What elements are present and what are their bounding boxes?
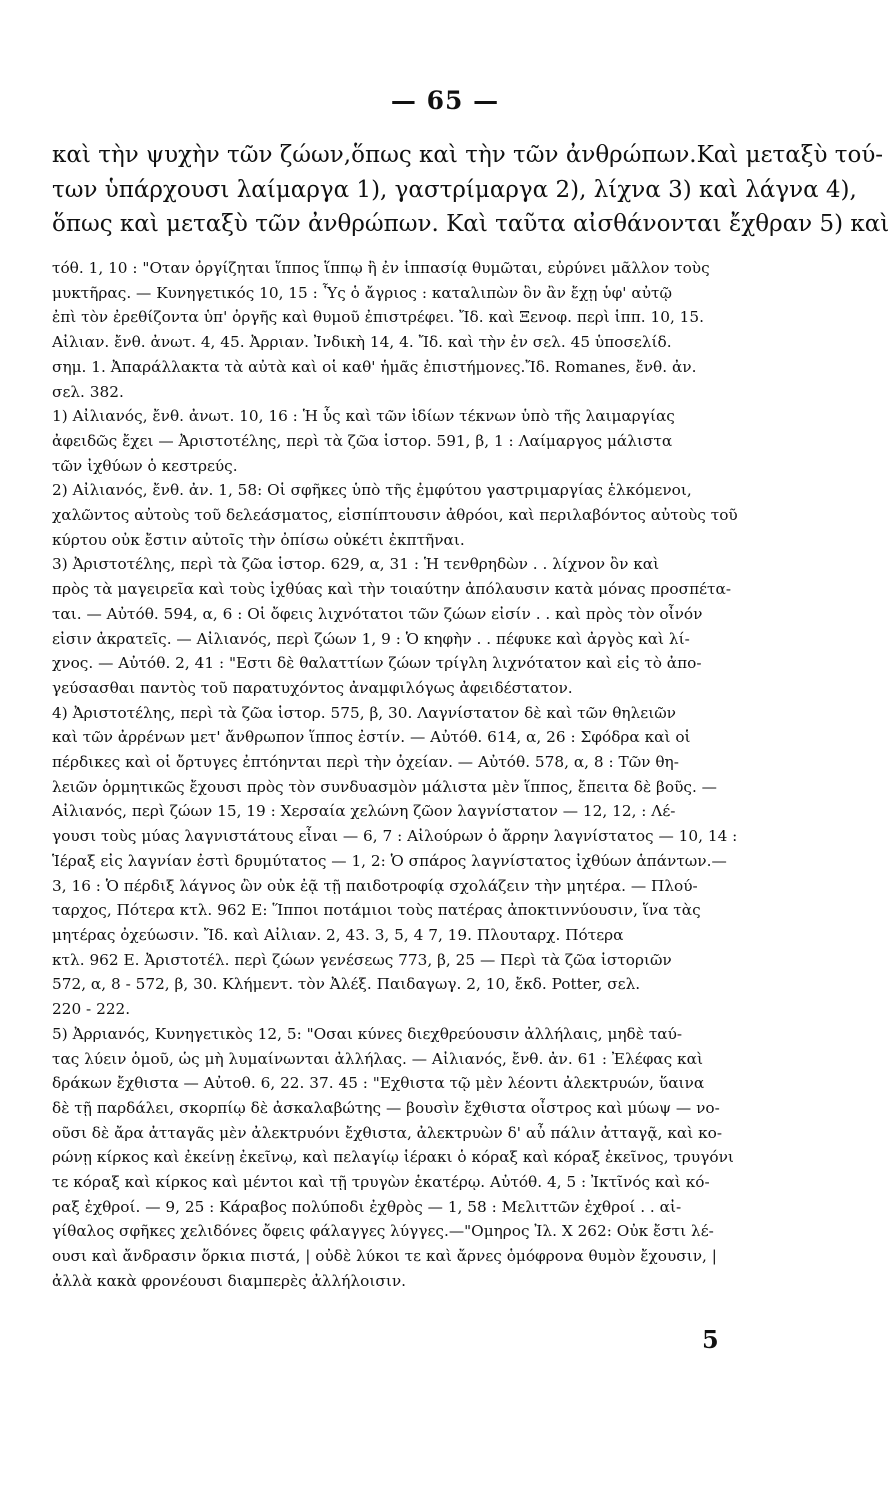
footnote-line: τόθ. 1, 10 : "Οταν ὀργίζηται ἵππος ἵππῳ ἢ ἐν ἱππασίᾳ θυμῶται, εὐρύνει μᾶλλον τοὺς bbox=[52, 259, 710, 277]
footnote-line: Αἰλιανός, περὶ ζώων 15, 19 : Χερσαία χελώνη ζῶον λαγνίστατον — 12, 12, : Λέ- bbox=[52, 802, 676, 821]
footnote-line: τε κόραξ καὶ κίρκος καὶ μέντοι καὶ τῇ τρυγὼν ἑκατέρῳ. Αὐτόθ. 4, 5 : Ἰκτῖνός καὶ κό- bbox=[52, 1173, 710, 1192]
footnote-line: 3, 16 : Ὁ πέρδιξ λάγνος ὢν οὐκ ἐᾷ τῇ παιδοτροφίᾳ σχολάζειν τὴν μητέρα. — Πλού- bbox=[52, 876, 698, 895]
footnote-line: 1) Αἰλιανός, ἔνθ. ἀνωτ. 10, 16 : Ἡ ὗς καὶ τῶν ἰδίων τέκνων ὑπὸ τῆς λαιμαργίας bbox=[52, 407, 675, 426]
footnote-line: μητέρας ὀχεύωσιν. Ἴδ. καὶ Αἰλιαν. 2, 43. 3, 5, 4 7, 19. Πλουταρχ. Πότερα bbox=[52, 925, 624, 944]
footnote-line: καὶ τῶν ἀρρένων μετ' ἄνθρωπον ἵππος ἐστίν. — Αὐτόθ. 614, α, 26 : Σφόδρα καὶ οἱ bbox=[52, 728, 691, 747]
footnote-line: ταρχος, Πότερα κτλ. 962 Ε: Ἵπποι ποτάμιοι τοὺς πατέρας ἀποκτιννύουσιν, ἵνα τὰς bbox=[52, 901, 701, 920]
footnote-line: 5) Ἀρριανός, Κυνηγετικὸς 12, 5: "Οσαι κύνες διεχθρεύουσιν ἀλλήλαις, μηδὲ ταύ- bbox=[52, 1024, 683, 1043]
footnote-line: ἐπὶ τὸν ἐρεθίζοντα ὑπ' ὀργῆς καὶ θυμοῦ ἐπιστρέφει. Ἴδ. καὶ Ξενοφ. περὶ ἱππ. 10, 15. bbox=[52, 308, 704, 327]
footnote-line: ουσι καὶ ἄνδρασιν ὅρκια πιστά, | οὐδὲ λύκοι τε καὶ ἄρνες ὁμόφρονα θυμὸν ἔχουσιν, | bbox=[52, 1247, 717, 1266]
footnote-line: σελ. 382. bbox=[52, 382, 124, 401]
footnote-line: οῦσι δὲ ἄρα ἀτταγᾶς μὲν ἀλεκτρυόνι ἔχθιστα, ἀλεκτρυὼν δ' αὖ πάλιν ἀτταγᾷ, καὶ κο- bbox=[52, 1123, 723, 1142]
page-number: — 65 — bbox=[390, 86, 500, 115]
footnote-line: γουσι τοὺς μύας λαγνιστάτους εἶναι — 6, 7 : Αἰλούρων ὁ ἄρρην λαγνίστατος — 10, 14 : bbox=[52, 827, 738, 846]
main-text bbox=[52, 138, 890, 242]
footnote-line: ἀλλὰ κακὰ φρονέουσι διαμπερὲς ἀλλήλοισιν. bbox=[52, 1271, 406, 1290]
footnote-line: δράκων ἔχθιστα — Αὐτοθ. 6, 22. 37. 45 : "Εχθιστα τῷ μὲν λέοντι ἀλεκτρυών, ὕαινα bbox=[52, 1074, 705, 1093]
main-text-line: ὅπως καὶ μεταξὺ τῶν ἀνθρώπων. Καὶ ταῦτα αἰσθάνονται ἔχθραν 5) καὶ bbox=[52, 211, 890, 237]
main-text-line: των ὑπάρχουσι λαίμαργα 1), γαστρίμαργα 2), λίχνα 3) καὶ λάγνα 4), bbox=[52, 176, 857, 203]
footnote-line: Αἰλιαν. ἔνθ. ἀνωτ. 4, 45. Ἀρριαν. Ἰνδικὴ 14, 4. Ἴδ. καὶ τὴν ἐν σελ. 45 ὑποσελίδ. bbox=[52, 333, 672, 352]
footnote-line: σημ. 1. Ἀπαράλλακτα τὰ αὐτὰ καὶ οἱ καθ' ἡμᾶς ἐπιστήμονες.Ἴδ. Romanes, ἔνθ. ἀν. bbox=[52, 357, 697, 376]
footnote-line: χαλῶντος αὐτοὺς τοῦ δελεάσματος, εἰσπίπτουσιν ἀθρόοι, καὶ περιλαβόντος αὐτοὺς τοῦ bbox=[52, 506, 738, 525]
footnote-line: 4) Ἀριστοτέλης, περὶ τὰ ζῶα ἱστορ. 575, β, 30. Λαγνίστατον δὲ καὶ τῶν θηλειῶν bbox=[52, 703, 676, 722]
footnote-line: 572, α, 8 - 572, β, 30. Κλήμεντ. τὸν Ἀλέξ. Παιδαγωγ. 2, 10, ἔκδ. Potter, σελ. bbox=[52, 975, 641, 994]
footnote-line: χνος. — Αὐτόθ. 2, 41 : "Εστι δὲ θαλαττίων ζώων τρίγλη λιχνότατον καὶ εἰς τὸ ἀπο- bbox=[52, 654, 702, 673]
footnote-line: Ἱέραξ εἰς λαγνίαν ἐστὶ δρυμύτατος — 1, 2: Ὁ σπάρος λαγνίστατος ἰχθύων ἁπάντων.— bbox=[52, 851, 727, 870]
footnote-line: μυκτῆρας. — Κυνηγετικός 10, 15 : Ὗς ὁ ἄγριος : καταλιπὼν ὃν ἂν ἔχῃ ὑφ' αὐτῷ bbox=[52, 283, 672, 302]
footnote-line: ρώνῃ κίρκος καὶ ἐκείνῃ ἐκεῖνῳ, καὶ πελαγίῳ ἱέρακι ὁ κόραξ καὶ κόραξ ἐκεῖνος, τρυγόνι bbox=[52, 1148, 734, 1167]
footnote-line: 220 - 222. bbox=[52, 1000, 131, 1019]
footnote-line: τῶν ἰχθύων ὁ κεστρεύς. bbox=[52, 456, 238, 475]
footnote-line: κτλ. 962 Ε. Ἀριστοτέλ. περὶ ζώων γενέσεως 773, β, 25 — Περὶ τὰ ζῶα ἱστοριῶν bbox=[52, 950, 672, 969]
footnote-line: ται. — Αὐτόθ. 594, α, 6 : Οἱ ὄφεις λιχνότατοι τῶν ζώων εἰσίν . . καὶ πρὸς τὸν οἶνόν bbox=[52, 604, 703, 623]
footnote-line: κύρτου οὐκ ἔστιν αὐτοῖς τὴν ὀπίσω οὐκέτι ἐκπτῆναι. bbox=[52, 530, 465, 549]
footnote-line: πέρδικες καὶ οἱ ὄρτυγες ἐπτόηνται περὶ τὴν ὀχείαν. — Αὐτόθ. 578, α, 8 : Τῶν θη- bbox=[52, 753, 679, 772]
main-text-line: καὶ τὴν ψυχὴν τῶν ζώων,ὅπως καὶ τὴν τῶν ἀνθρώπων.Καὶ μεταξὺ τού- bbox=[52, 142, 884, 168]
footnote-line: 3) Ἀριστοτέλης, περὶ τὰ ζῶα ἱστορ. 629, α, 31 : Ἡ τενθρηδὼν . . λίχνον ὂν καὶ bbox=[52, 555, 660, 574]
footnote-line: γίθαλος σφῆκες χελιδόνες ὄφεις φάλαγγες λύγγες.—"Ομηρος Ἰλ. Χ 262: Οὐκ ἔστι λέ- bbox=[52, 1222, 714, 1241]
footnote-line: ἀφειδῶς ἔχει — Ἀριστοτέλης, περὶ τὰ ζῶα ἱστορ. 591, β, 1 : Λαίμαργος μάλιστα bbox=[52, 431, 673, 450]
footnote-line: πρὸς τὰ μαγειρεῖα καὶ τοὺς ἰχθύας καὶ τὴν τοιαύτην ἀπόλαυσιν κατὰ μόνας προσπέτα- bbox=[52, 580, 732, 599]
footnote-line: δὲ τῇ παρδάλει, σκορπίῳ δὲ ἀσκαλαβώτης — βουσὶν ἔχθιστα οἶστρος καὶ μύωψ — νο- bbox=[52, 1098, 720, 1117]
signature-mark: 5 bbox=[702, 1325, 719, 1354]
footnote-line: εἰσιν ἀκρατεῖς. — Αἰλιανός, περὶ ζώων 1, 9 : Ὁ κηφὴν . . πέφυκε καὶ ἀργὸς καὶ λί- bbox=[52, 629, 690, 648]
footnote-line: λειῶν ὁρμητικῶς ἔχουσι πρὸς τὸν συνδυασμὸν μάλιστα μὲν ἵππος, ἔπειτα δὲ βοῦς. — bbox=[52, 777, 717, 796]
footnote-line: ραξ ἐχθροί. — 9, 25 : Κάραβος πολύποδι ἐχθρὸς — 1, 58 : Μελιττῶν ἐχθροί . . αἰ- bbox=[52, 1197, 682, 1216]
footnote-line: 2) Αἰλιανός, ἔνθ. ἀν. 1, 58: Οἱ σφῆκες ὑπὸ τῆς ἐμφύτου γαστριμαργίας ἑλκόμενοι, bbox=[52, 481, 692, 500]
footnotes bbox=[52, 256, 757, 1294]
footnote-line: γεύσασθαι παντὸς τοῦ παρατυχόντος ἀναμφιλόγως ἀφειδέστατον. bbox=[52, 678, 573, 697]
footnote-line: τας λύειν ὁμοῦ, ὡς μὴ λυμαίνωνται ἀλλήλας. — Αἰλιανός, ἔνθ. ἀν. 61 : Ἐλέφας καὶ bbox=[52, 1049, 703, 1068]
